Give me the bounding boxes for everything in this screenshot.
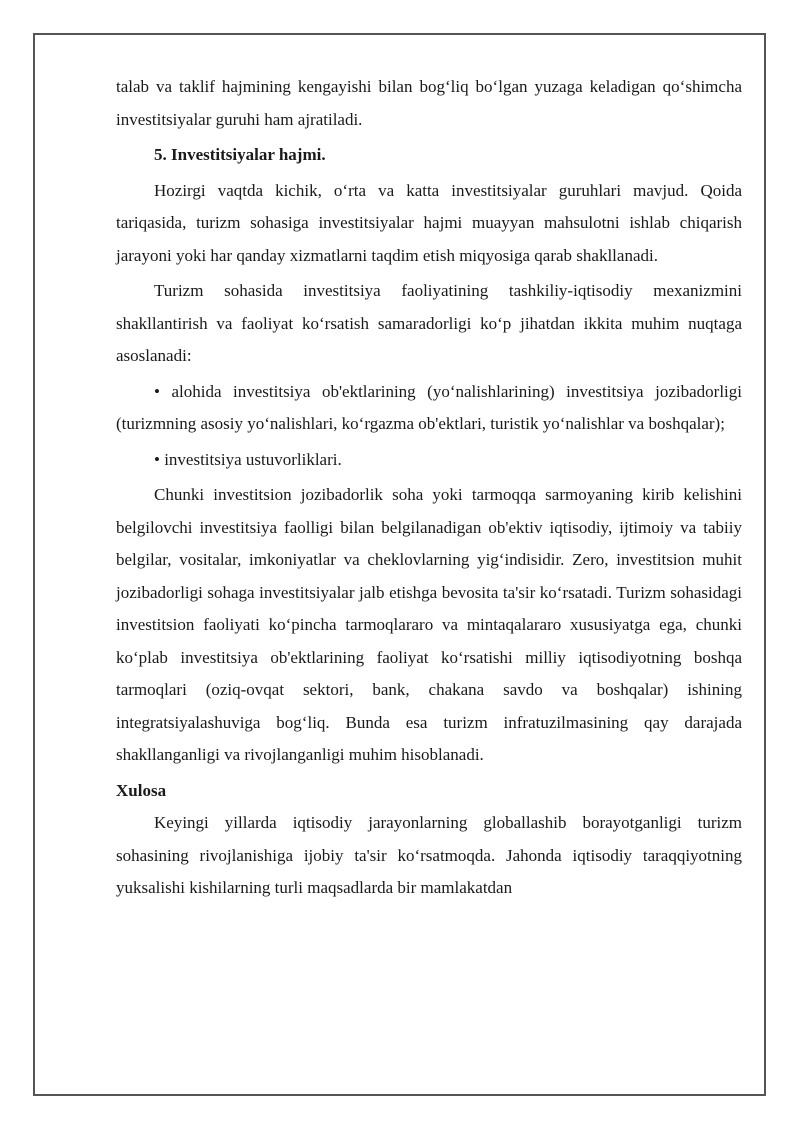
section-heading-conclusion: Xulosa bbox=[116, 780, 167, 800]
bullet-item-priorities: • investitsiya ustuvorliklari. bbox=[154, 449, 342, 469]
section-heading-investment-volume: 5. Investitsiyalar hajmi. bbox=[154, 145, 326, 164]
paragraph-continuation: talab va taklif hajmining kengayishi bilan bog‘liq bo‘lgan yuzaga keladigan qo‘shimcha investitsiyalar guruhi ham ajratiladi. bbox=[116, 77, 742, 129]
document-body bbox=[116, 71, 742, 908]
paragraph-mechanism: Turizm sohasida investitsiya faoliyatining tashkiliy-iqtisodiy mexanizmini shakllantirish va faoliyat ko‘rsatish samaradorligi ko‘p jihatdan ikkita muhim nuqtaga asoslanadi: bbox=[116, 281, 742, 365]
paragraph-conclusion: Keyingi yillarda iqtisodiy jarayonlarning globallashib borayotganligi turizm sohasining rivojlanishiga ijobiy ta'sir ko‘rsatmoqda. Jahonda iqtisodiy taraqqiyotning yuksalishi kishilarning turli maqsadlarda bir mamlakatdan bbox=[116, 813, 742, 897]
paragraph-investment-volume: Hozirgi vaqtda kichik, o‘rta va katta investitsiyalar guruhlari mavjud. Qoida tariqasida, turizm sohasiga investitsiyalar hajmi muayyan mahsulotni ishlab chiqarish jarayoni yoki har qanday xizmatlarni taqdim etish miqyosiga qarab shakllanadi. bbox=[116, 180, 742, 265]
paragraph-investment-attractiveness: Chunki investitsion jozibadorlik soha yoki tarmoqqa sarmoyaning kirib kelishini belgilovchi investitsiya faolligi bilan belgilanadigan ob'ektiv iqtisodiy, ijtimoiy va tabiiy belgilar, vositalar, imkoniyatlar va cheklovlarning yig‘indisidir. Zero, investitsion muhit jozibadorligi sohaga investitsiyalar jalb etishga bevosita ta'sir ko‘rsatadi. Turizm sohasidagi investitsion faoliyati ko‘pincha tarmoqlararo va mintaqalararo xususiyatga ega, chunki ko‘plab investitsiya ob'ektlarining faoliyat ko‘rsatishi milliy iqtisodiyotning boshqa tarmoqlari (oziq-ovqat sektori, bank, chakana savdo va boshqalar) ishining integratsiyalashuviga bog‘liq. Bunda esa turizm infratuzilmasining qay darajada shakllanganligi va rivojlanganligi muhim hisoblanadi. bbox=[116, 485, 742, 764]
bullet-item-attractiveness: • alohida investitsiya ob'ektlarining (yo‘nalishlarining) investitsiya jozibadorligi (turizmning asosiy yo‘nalishlari, ko‘rgazma ob'ektlari, turistik yo‘nalishlar va boshqalar); bbox=[116, 381, 742, 433]
